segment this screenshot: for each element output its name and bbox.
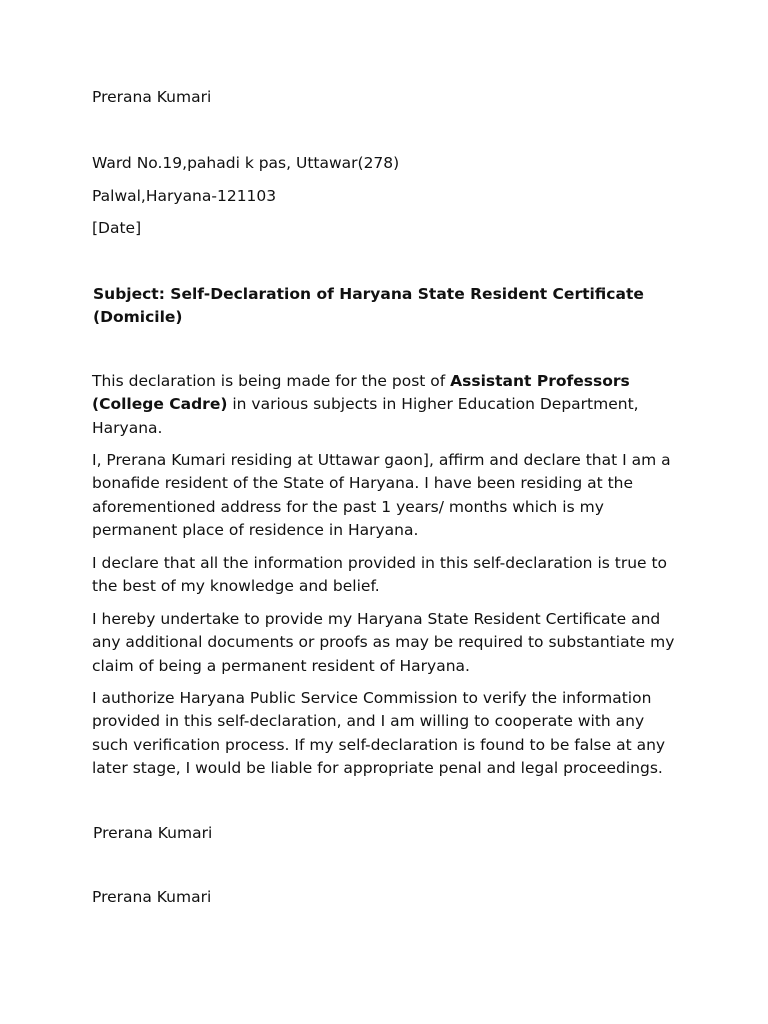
address-line-2: Palwal,Haryana-121103	[92, 187, 277, 205]
declaration-paragraph-truth: I declare that all the information provided in this self-declaration is true to the best of my knowledge and belief.	[92, 554, 668, 596]
post-title: Assistant Professors (College Cadre)	[92, 372, 630, 414]
declaration-paragraph-authorization: I authorize Haryana Public Service Commission to verify the information provided in this self-declaration, and I am willing to cooperate with any such verification process. If my self-declaration is found to be false at any later stage, I would be liable for appropriate penal and legal proceedings.	[92, 689, 666, 777]
intro-paragraph	[92, 370, 677, 440]
closing-name: Prerana Kumari	[92, 888, 212, 906]
sender-name: Prerana Kumari	[92, 88, 212, 106]
declaration-paragraph-residence: I, Prerana Kumari residing at Uttawar gaon], affirm and declare that I am a bonafide resident of the State of Haryana. I have been residing at the aforementioned address for the past 1 years/ months which is my permanent place of residence in Haryana.	[92, 451, 671, 539]
declaration-paragraph-undertaking: I hereby undertake to provide my Haryana State Resident Certificate and any additional documents or proofs as may be required to substantiate my claim of being a permanent resident of Haryana.	[92, 610, 675, 675]
intro-text-start: This declaration is being made for the post of	[92, 372, 451, 390]
subject-line: Subject: Self-Declaration of Haryana State Resident Certificate (Domicile)	[93, 285, 644, 326]
address-line-1: Ward No.19,pahadi k pas, Uttawar(278)	[92, 154, 400, 172]
date-placeholder: [Date]	[92, 219, 142, 237]
intro-text-end: in various subjects in Higher Education Department, Haryana.	[92, 395, 639, 437]
signature-name: Prerana Kumari	[93, 824, 213, 842]
